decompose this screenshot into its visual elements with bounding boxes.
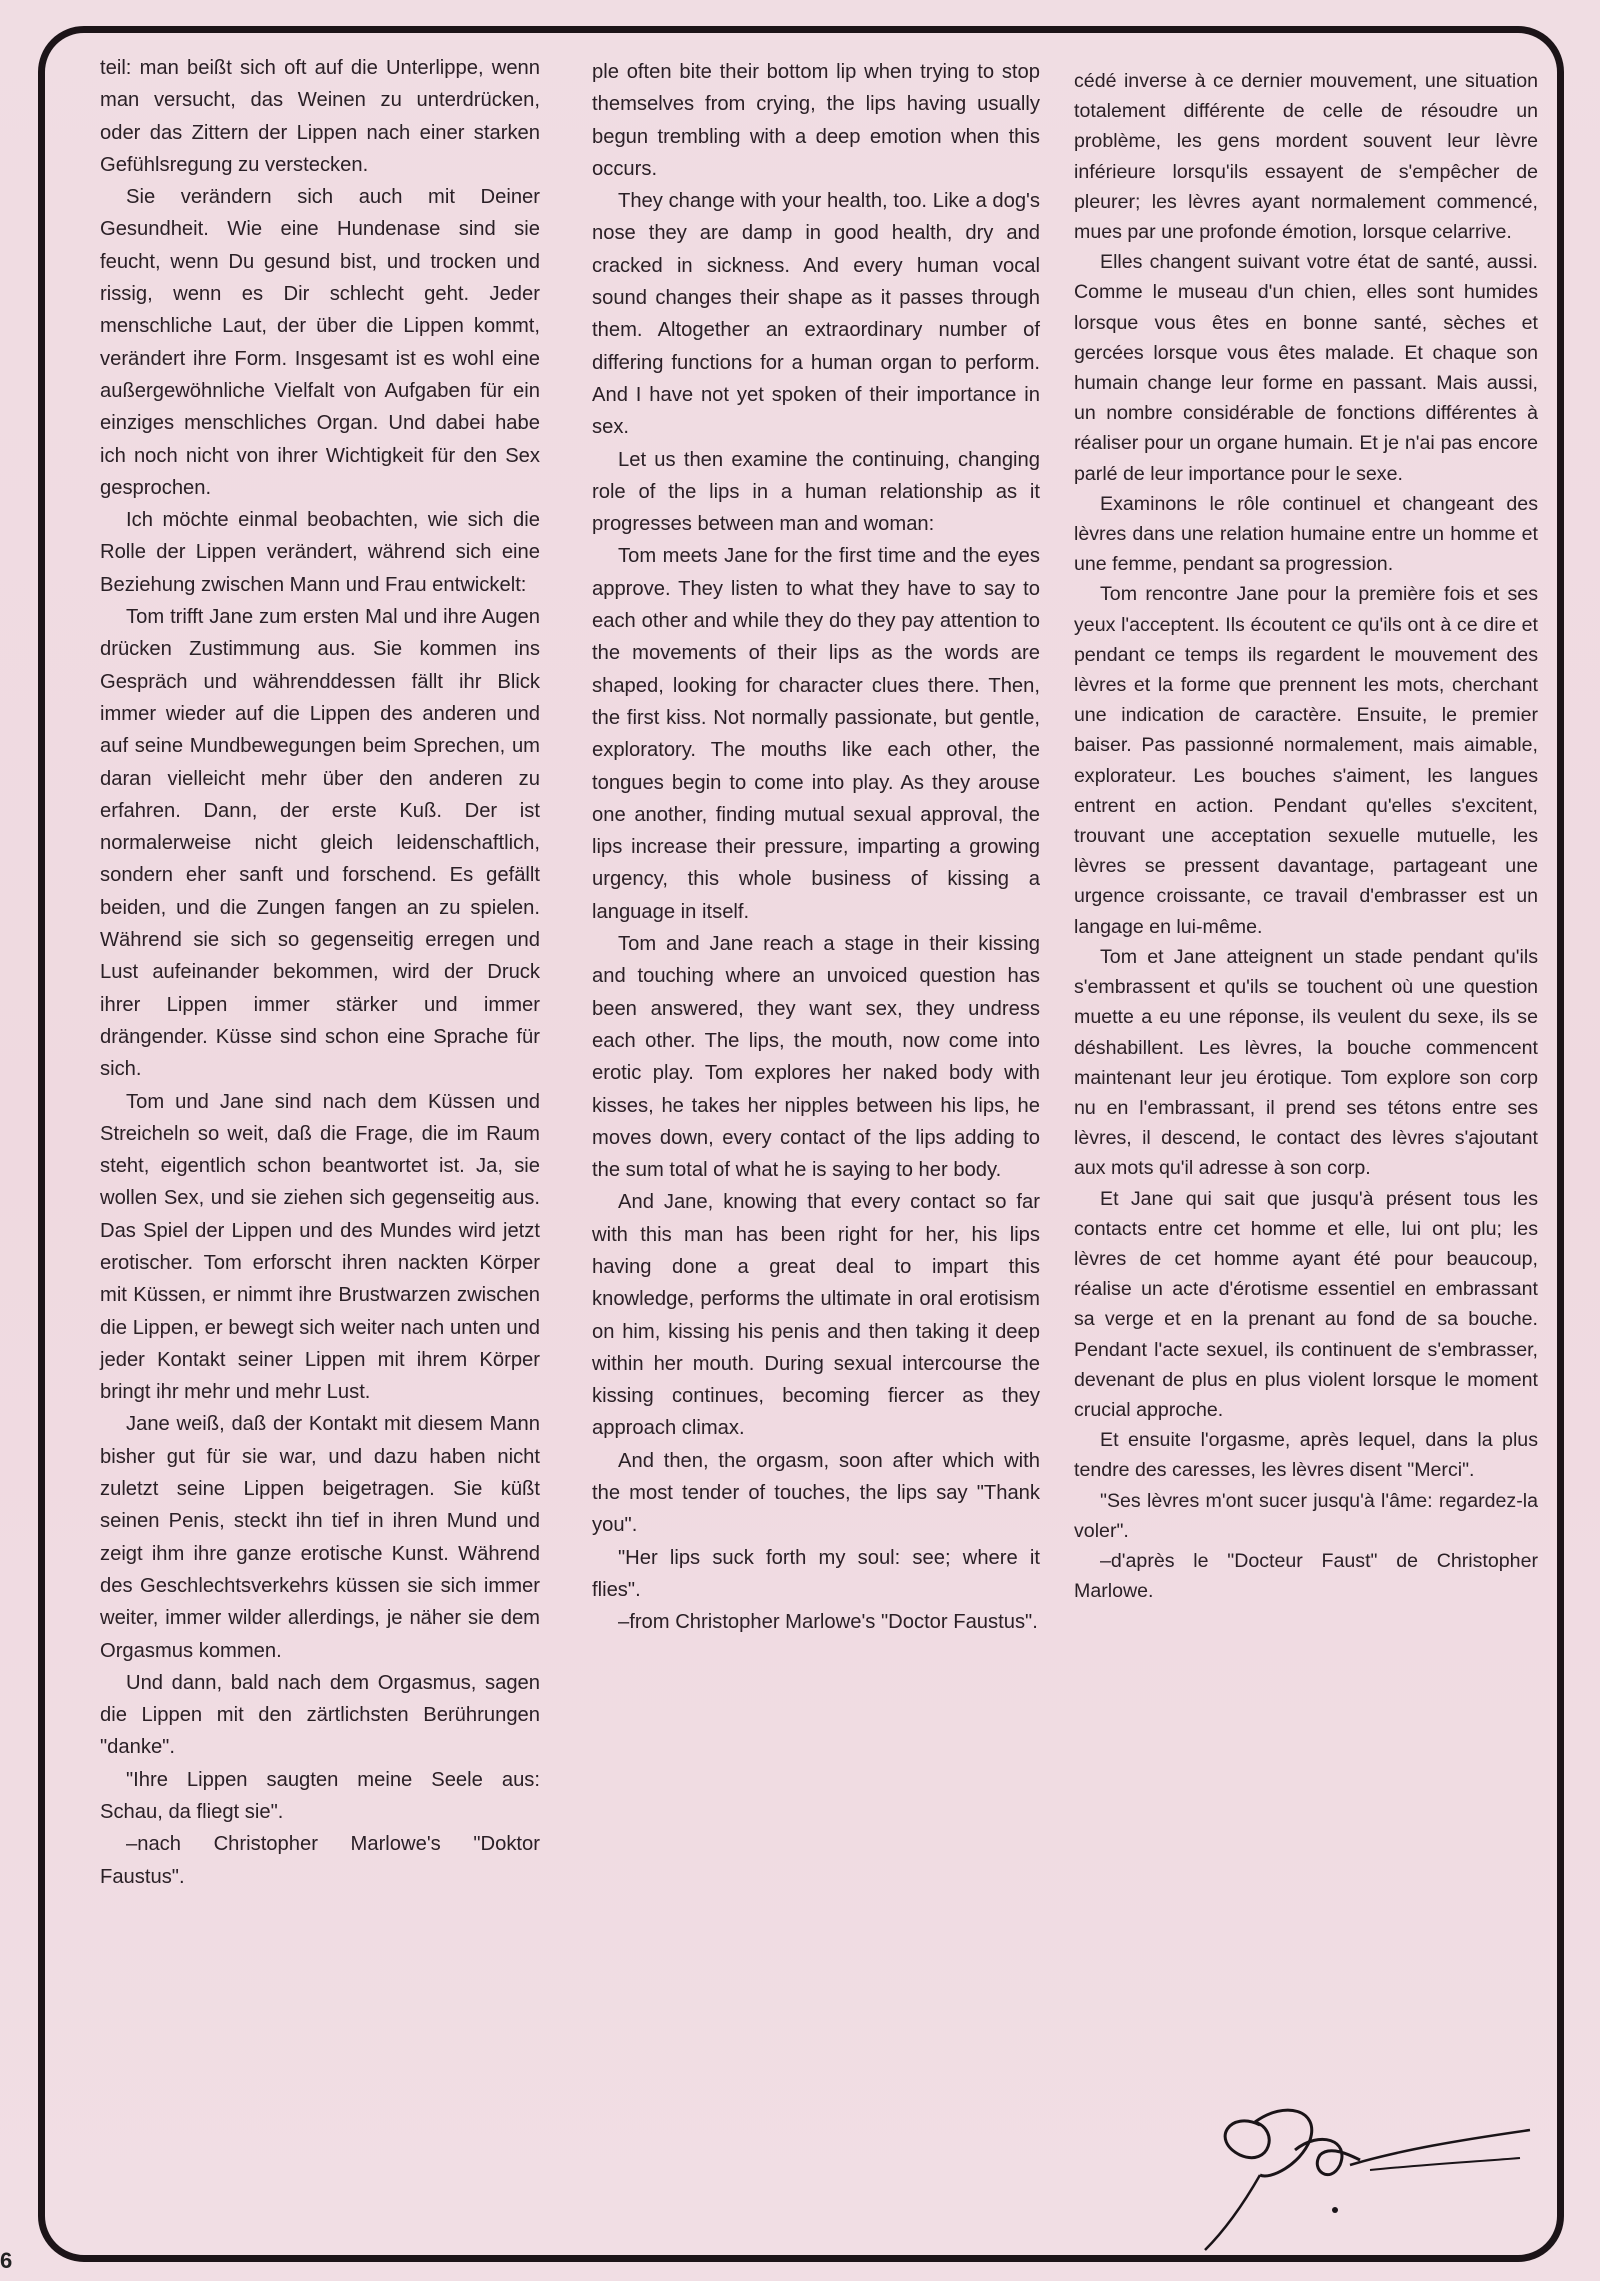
- german-paragraph-6: Jane weiß, daß der Kontakt mit diesem Mann bisher gut für sie war, und dazu haben nicht zuletzt seine Lippen beigetragen. Sie küßt seinen Penis, steckt ihn tief in ihren Mund und zeigt ihm ihre ganze erotische Kunst. Während des Geschlechtsverkehrs küssen sie sich immer weiter, immer wilder allerdings, je näher sie dem Orgasmus kommen.: [100, 1413, 540, 1662]
- english-paragraph-4: Tom meets Jane for the first time and the eyes approve. They listen to what they have to say to each other and while they do they pay attention to the movements of their lips as the words are shaped, looking for character clues there. Then, the first kiss. Not normally passionate, but gentle, exploratory. The mouths like each other, the tongues begin to come into play. As they arouse one another, finding mutual sexual approval, the lips increase their pressure, imparting a growing urgency, this whole business of kissing a language in itself.: [592, 545, 1040, 923]
- german-paragraph-5: Tom und Jane sind nach dem Küssen und Streicheln so weit, daß die Frage, die im Raum steht, eigentlich schon beantwortet ist. Ja, sie wollen Sex, und sie ziehen sich gegenseitig aus. Das Spiel der Lippen und des Mundes wird jetzt erotischer. Tom erforscht ihren nackten Körper mit Küssen, er nimmt ihre Brustwarzen zwischen die Lippen, er bewegt sich weiter nach unten und jeder Kontakt seiner Lippen mit ihrem Körper bringt ihr mehr und mehr Lust.: [100, 1090, 540, 1404]
- german-paragraph-3: Ich möchte einmal beobachten, wie sich die Rolle der Lippen verändert, während sich eine Beziehung zwischen Mann und Frau entwickelt:: [100, 509, 540, 596]
- english-paragraph-6: And Jane, knowing that every contact so far with this man has been right for her, his lips having done a great deal to impart this knowledge, performs the ultimate in oral erotisism on him, kissing his penis and then taking it deep within her mouth. During sexual intercourse the kissing continues, becoming fiercer as they approach climax.: [592, 1191, 1040, 1440]
- french-paragraph-4: Tom rencontre Jane pour la première fois et ses yeux l'acceptent. Ils écoutent ce qu'ils ont à ce dire et pendant ce temps ils regardent le mouvement des lèvres et la forme que prennent les mots, cherchant une indication de caractère. Ensuite, le premier baiser. Pas passionné normalement, mais aimable, explorateur. Les bouches s'aiment, les langues entrent en action. Pendant qu'elles s'excitent, trouvant une acceptation sexuelle mutuelle, les lèvres se pressent davantage, partageant une urgence croissante, ce travail d'embrasser est un langage en lui-même.: [1074, 583, 1538, 938]
- english-paragraph-2: They change with your health, too. Like a dog's nose they are damp in good health, dry and cracked in sickness. And every human vocal sound changes their shape as it passes through them. Altogether an extraordinary number of differing functions for a human organ to perform. And I have not yet spoken of their importance in sex.: [592, 190, 1040, 439]
- english-column: [592, 56, 1040, 1639]
- page-number: 6: [0, 2248, 13, 2273]
- french-paragraph-3: Examinons le rôle continuel et changeant des lèvres dans une relation humaine entre un homme et une femme, pendant sa progression.: [1074, 492, 1538, 576]
- english-paragraph-1: ple often bite their bottom lip when trying to stop themselves from crying, the lips having usually begun trembling with a deep emotion when this occurs.: [592, 61, 1040, 180]
- german-paragraph-7: Und dann, bald nach dem Orgasmus, sagen die Lippen mit den zärtlichsten Berührungen "danke".: [100, 1671, 540, 1759]
- english-paragraph-7: And then, the orgasm, soon after which with the most tender of touches, the lips say "Thank you".: [592, 1449, 1040, 1537]
- german-paragraph-4: Tom trifft Jane zum ersten Mal und ihre Augen drücken Zustimmung aus. Sie kommen ins Gespräch und währenddessen fällt ihr Blick immer wieder auf die Lippen des anderen und auf seine Mundbewegungen beim Sprechen, um daran vielleicht mehr über den anderen zu erfahren. Dann, der erste Kuß. Der ist normalerweise nicht gleich leidenschaftlich, sondern eher sanft und forschend. Es gefällt beiden, und die Zungen fangen an zu spielen. Während sie sich so gegenseitig erregen und Lust aufeinander bekommen, wird der Druck ihrer Lippen immer stärker und immer drängender. Küsse sind schon eine Sprache für sich.: [100, 606, 540, 1081]
- french-quote: "Ses lèvres m'ont sucer jusqu'à l'âme: regardez-la voler".: [1074, 1489, 1538, 1542]
- english-quote: "Her lips suck forth my soul: see; where it flies".: [592, 1546, 1040, 1601]
- french-paragraph-6: Et Jane qui sait que jusqu'à présent tous les contacts entre cet homme et elle, lui ont plu; les lèvres de cet homme ayant été pour beaucoup, réalise un acte d'érotisme essentiel en embrassant sa verge et en la prenant au fond de sa bouche. Pendant l'acte sexuel, ils continuent de s'embrasser, devenant de plus en plus violent lorsque le moment crucial approche.: [1074, 1187, 1538, 1421]
- french-paragraph-2: Elles changent suivant votre état de santé, aussi. Comme le museau d'un chien, elles sont humides lorsque vous êtes en bonne santé, sèches et gercées lorsque vous êtes malade. Et chaque son humain change leur forme en passant. Mais aussi, un nombre considérable de fonctions différentes à réaliser pour un organe humain. Et je n'ai pas encore parlé de leur importance pour le sexe.: [1074, 251, 1538, 485]
- german-quote: "Ihre Lippen saugten meine Seele aus: Schau, da fliegt sie".: [100, 1768, 540, 1824]
- german-attribution: –nach Christopher Marlowe's "Doktor Faustus".: [100, 1833, 540, 1888]
- french-attribution: –d'après le "Docteur Faust" de Christopher Marlowe.: [1074, 1549, 1538, 1603]
- english-paragraph-5: Tom and Jane reach a stage in their kissing and touching where an unvoiced question has been answered, they want sex, they undress each other. The lips, the mouth, now come into erotic play. Tom explores her naked body with kisses, he takes her nipples between his lips, he moves down, every contact of the lips adding to the sum total of what he is saying to her body.: [592, 933, 1040, 1182]
- handwritten-signature: [1200, 2070, 1560, 2260]
- german-column: [100, 52, 540, 1893]
- french-paragraph-1: cédé inverse à ce dernier mouvement, une situation totalement différente de celle de résoudre un problème, les gens mordent souvent leur lèvre inférieure lorsqu'ils essayent de s'empêcher de pleurer; les lèvres ayant normalement commencé, mues par une profonde émotion, lorsque celarrive.: [1074, 70, 1538, 244]
- german-paragraph-2: Sie verändern sich auch mit Deiner Gesundheit. Wie eine Hundenase sind sie feucht, wenn Du gesund bist, und trocken und rissig, wenn es Dir schlecht geht. Jeder menschliche Laut, der über die Lippen kommt, verändert ihre Form. Insgesamt ist es wohl eine außergewöhnliche Vielfalt von Aufgaben für ein einziges menschliches Organ. Und dabei habe ich noch nicht von ihrer Wichtigkeit für den Sex gesprochen.: [100, 186, 540, 499]
- german-paragraph-1: teil: man beißt sich oft auf die Unterlippe, wenn man versucht, das Weinen zu unterdrücken, oder das Zittern der Lippen nach einer starken Gefühlsregung zu verstecken.: [100, 57, 540, 176]
- french-paragraph-5: Tom et Jane atteignent un stade pendant qu'ils s'embrassent et qu'ils se touchent où une question muette a eu une réponse, ils veulent du sexe, ils se déshabillent. Les lèvres, la bouche commencent maintenant leur jeu érotique. Tom explore son corp nu en l'embrassant, il prend ses tétons entre ses lèvres, il descend, le contact des lèvres s'ajoutant aux mots qu'il adresse à son corp.: [1074, 945, 1538, 1180]
- french-column: [1074, 66, 1538, 1606]
- french-paragraph-7: Et ensuite l'orgasme, après lequel, dans la plus tendre des caresses, les lèvres disent "Merci".: [1074, 1429, 1538, 1482]
- english-attribution: –from Christopher Marlowe's "Doctor Faustus".: [618, 1611, 1038, 1634]
- english-paragraph-3: Let us then examine the continuing, changing role of the lips in a human relationship as it progresses between man and woman:: [592, 448, 1040, 536]
